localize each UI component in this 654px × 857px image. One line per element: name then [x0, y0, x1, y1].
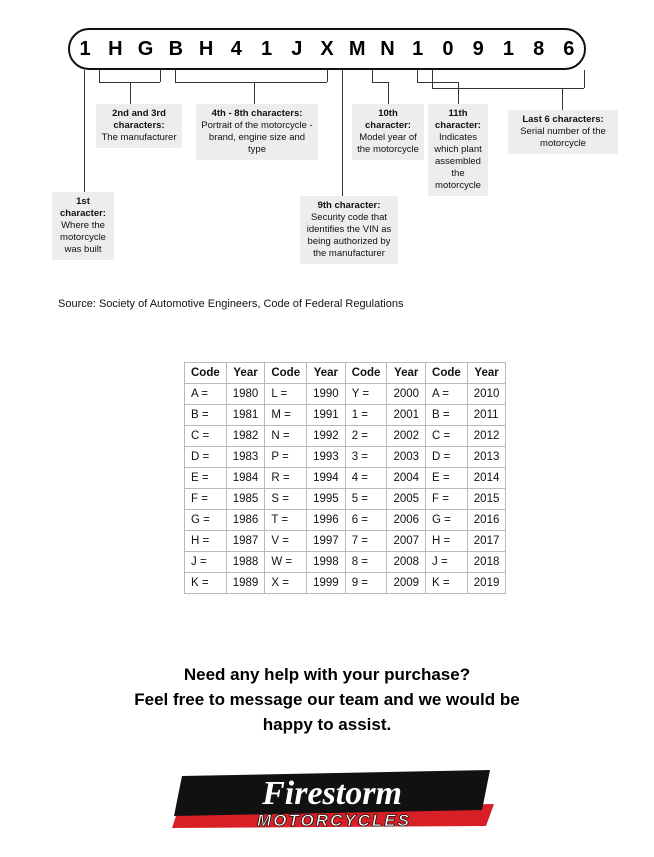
- leader-line: [417, 70, 418, 82]
- cell-year: 1993: [307, 447, 346, 468]
- cell-year: 2010: [467, 384, 506, 405]
- vin-char-13: 0: [442, 38, 454, 60]
- leader-line: [130, 82, 131, 104]
- cell-code: 8 =: [345, 552, 387, 573]
- leader-line: [84, 70, 85, 82]
- cell-year: 1999: [307, 573, 346, 594]
- column-header: Year: [467, 363, 506, 384]
- vin-char-17: 6: [563, 38, 575, 60]
- logo-primary-text: Firestorm: [262, 775, 402, 812]
- cell-code: A =: [426, 384, 468, 405]
- cell-code: F =: [185, 489, 227, 510]
- vin-char-7: 1: [260, 38, 273, 60]
- bracket-line: [175, 70, 176, 82]
- table-row: [185, 489, 506, 510]
- cell-code: R =: [265, 468, 307, 489]
- vin-diagram: [0, 0, 654, 310]
- column-header: Code: [185, 363, 227, 384]
- firestorm-motorcycles-logo: [168, 766, 498, 844]
- leader-line: [372, 82, 388, 83]
- table-row: [185, 531, 506, 552]
- callout-body: The manufacturer: [101, 132, 177, 143]
- cell-code: H =: [426, 531, 468, 552]
- table-header-row: [185, 363, 506, 384]
- callout-body: Security code that identifies the VIN as being authorized by the manufacturer: [306, 212, 392, 259]
- cell-year: 2012: [467, 426, 506, 447]
- table-row: [185, 405, 506, 426]
- bracket-line: [327, 70, 328, 82]
- help-line-1: Need any help with your purchase?: [183, 665, 471, 684]
- cell-year: 1985: [226, 489, 265, 510]
- cell-year: 2000: [387, 384, 426, 405]
- table-row: [185, 552, 506, 573]
- cell-code: V =: [265, 531, 307, 552]
- callout-last-six-characters: [508, 110, 618, 154]
- cell-year: 2015: [467, 489, 506, 510]
- cell-code: J =: [185, 552, 227, 573]
- cell-year: 1980: [226, 384, 265, 405]
- cell-year: 1987: [226, 531, 265, 552]
- table-row: [185, 384, 506, 405]
- vin-char-11: N: [380, 38, 395, 60]
- cell-year: 1982: [226, 426, 265, 447]
- vin-char-6: 4: [230, 38, 242, 60]
- cell-code: N =: [265, 426, 307, 447]
- callout-title: 9th character:: [317, 200, 381, 211]
- cell-year: 1984: [226, 468, 265, 489]
- cell-code: C =: [426, 426, 468, 447]
- callout-body: Where the motorcycle was built: [60, 220, 106, 255]
- cell-year: 2017: [467, 531, 506, 552]
- help-line-3: happy to assist.: [262, 715, 392, 734]
- cell-code: S =: [265, 489, 307, 510]
- vin-char-10: M: [348, 38, 366, 60]
- cell-year: 1990: [307, 384, 346, 405]
- leader-line: [84, 82, 85, 192]
- cell-year: 2001: [387, 405, 426, 426]
- year-code-table-container: [184, 362, 506, 594]
- cell-year: 2003: [387, 447, 426, 468]
- vin-char-4: B: [168, 38, 184, 60]
- cell-code: L =: [265, 384, 307, 405]
- cell-year: 2009: [387, 573, 426, 594]
- cell-year: 2018: [467, 552, 506, 573]
- cell-code: 3 =: [345, 447, 387, 468]
- callout-fourth-eighth-characters: [196, 104, 318, 160]
- vin-char-2: H: [108, 38, 123, 60]
- column-header: Year: [226, 363, 265, 384]
- cell-code: Y =: [345, 384, 387, 405]
- callout-body: Model year of the motorcycle: [357, 132, 419, 155]
- cell-code: K =: [426, 573, 468, 594]
- help-message: [0, 662, 654, 737]
- bracket-line: [584, 70, 585, 88]
- vin-char-8: J: [291, 38, 303, 60]
- callout-title: 11th character:: [435, 108, 481, 131]
- column-header: Year: [307, 363, 346, 384]
- callout-body: Portrait of the motorcycle - brand, engine size and type: [201, 120, 313, 155]
- cell-code: H =: [185, 531, 227, 552]
- cell-year: 1994: [307, 468, 346, 489]
- cell-code: J =: [426, 552, 468, 573]
- cell-code: 5 =: [345, 489, 387, 510]
- callout-title: 4th - 8th characters:: [211, 108, 303, 119]
- cell-code: C =: [185, 426, 227, 447]
- leader-line: [342, 70, 343, 196]
- cell-code: M =: [265, 405, 307, 426]
- cell-year: 2005: [387, 489, 426, 510]
- cell-code: B =: [426, 405, 468, 426]
- cell-code: 9 =: [345, 573, 387, 594]
- vin-char-16: 8: [533, 38, 545, 60]
- cell-code: 6 =: [345, 510, 387, 531]
- column-header: Code: [345, 363, 387, 384]
- bracket-line: [99, 70, 100, 82]
- year-code-table: [184, 362, 506, 594]
- leader-line: [562, 88, 563, 110]
- vin-character-bar: [68, 28, 586, 70]
- column-header: Year: [387, 363, 426, 384]
- cell-code: 2 =: [345, 426, 387, 447]
- cell-year: 2014: [467, 468, 506, 489]
- cell-year: 2011: [467, 405, 506, 426]
- table-row: [185, 468, 506, 489]
- vin-char-3: G: [137, 38, 154, 60]
- callout-title: 2nd and 3rd characters:: [112, 108, 166, 131]
- cell-year: 1986: [226, 510, 265, 531]
- cell-year: 1991: [307, 405, 346, 426]
- cell-code: G =: [426, 510, 468, 531]
- cell-year: 2013: [467, 447, 506, 468]
- cell-code: A =: [185, 384, 227, 405]
- help-line-2: Feel free to message our team and we would be: [134, 690, 520, 709]
- cell-code: E =: [426, 468, 468, 489]
- table-row: [185, 573, 506, 594]
- column-header: Code: [265, 363, 307, 384]
- cell-year: 1997: [307, 531, 346, 552]
- cell-code: E =: [185, 468, 227, 489]
- table-row: [185, 426, 506, 447]
- cell-code: K =: [185, 573, 227, 594]
- cell-year: 1992: [307, 426, 346, 447]
- leader-line: [458, 82, 459, 104]
- vin-char-15: 1: [502, 38, 514, 60]
- cell-year: 2004: [387, 468, 426, 489]
- cell-year: 2016: [467, 510, 506, 531]
- cell-code: G =: [185, 510, 227, 531]
- vin-char-5: H: [198, 38, 214, 60]
- cell-code: B =: [185, 405, 227, 426]
- cell-year: 2002: [387, 426, 426, 447]
- cell-year: 1998: [307, 552, 346, 573]
- bracket-line: [160, 70, 161, 82]
- cell-year: 1981: [226, 405, 265, 426]
- cell-year: 1983: [226, 447, 265, 468]
- vin-char-12: 1: [412, 38, 424, 60]
- cell-code: 4 =: [345, 468, 387, 489]
- callout-title: 1st character:: [60, 196, 106, 219]
- leader-line: [254, 82, 255, 104]
- cell-year: 2007: [387, 531, 426, 552]
- cell-code: 1 =: [345, 405, 387, 426]
- cell-code: T =: [265, 510, 307, 531]
- cell-code: F =: [426, 489, 468, 510]
- source-citation: Source: Society of Automotive Engineers, Code of Federal Regulations: [58, 298, 404, 310]
- leader-line: [417, 82, 458, 83]
- cell-year: 1988: [226, 552, 265, 573]
- table-row: [185, 510, 506, 531]
- callout-ninth-character: [300, 196, 398, 264]
- vin-char-14: 9: [472, 38, 484, 60]
- callout-first-character: [52, 192, 114, 260]
- vin-char-9: X: [320, 38, 334, 60]
- logo-secondary-text: MOTORCYCLES: [257, 811, 411, 830]
- callout-body: Serial number of the motorcycle: [520, 126, 606, 149]
- callout-eleventh-character: [428, 104, 488, 196]
- cell-code: 7 =: [345, 531, 387, 552]
- callout-title: Last 6 characters:: [522, 114, 604, 125]
- cell-code: D =: [185, 447, 227, 468]
- callout-second-third-characters: [96, 104, 182, 148]
- callout-body: Indicates which plant assembled the motorcycle: [434, 132, 482, 191]
- bracket-line: [432, 70, 433, 88]
- cell-code: W =: [265, 552, 307, 573]
- table-row: [185, 447, 506, 468]
- cell-year: 1996: [307, 510, 346, 531]
- leader-line: [388, 82, 389, 104]
- cell-year: 2008: [387, 552, 426, 573]
- cell-year: 1995: [307, 489, 346, 510]
- vin-char-1: 1: [79, 38, 91, 60]
- cell-code: P =: [265, 447, 307, 468]
- column-header: Code: [426, 363, 468, 384]
- callout-title: 10th character:: [365, 108, 411, 131]
- cell-year: 1989: [226, 573, 265, 594]
- leader-line: [372, 70, 373, 82]
- cell-code: D =: [426, 447, 468, 468]
- cell-code: X =: [265, 573, 307, 594]
- bracket-line: [175, 82, 327, 83]
- callout-tenth-character: [352, 104, 424, 160]
- cell-year: 2019: [467, 573, 506, 594]
- cell-year: 2006: [387, 510, 426, 531]
